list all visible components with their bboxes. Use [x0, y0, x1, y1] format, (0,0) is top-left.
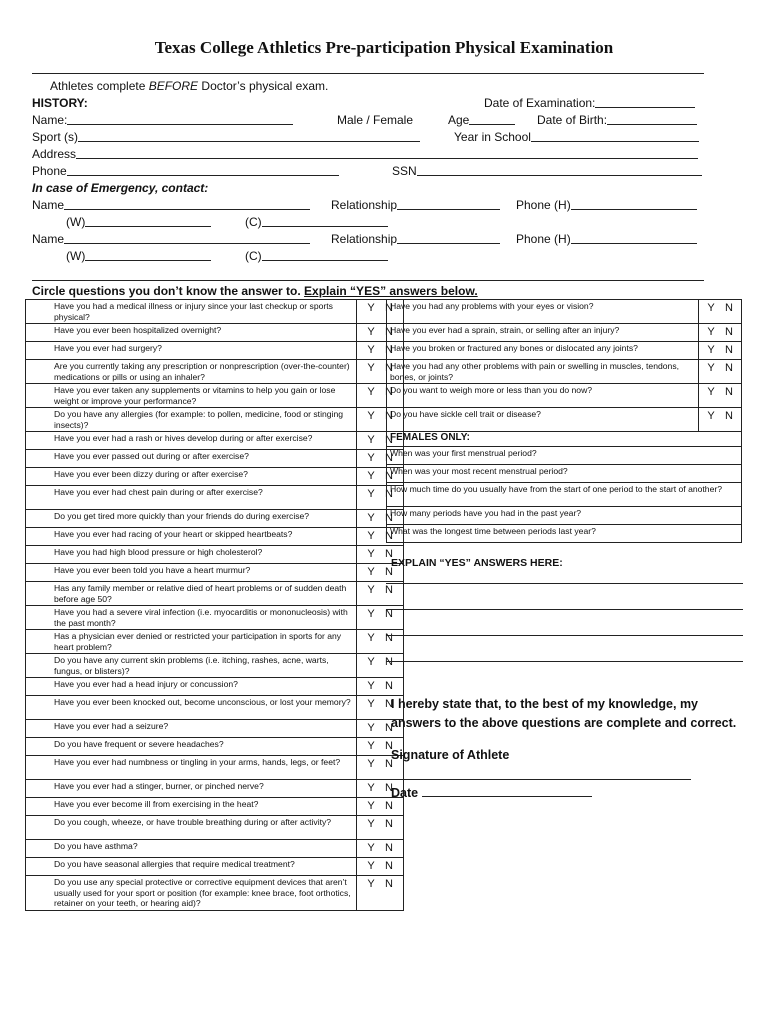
question-text: How much time do you usually have from the start of one period to the start of another?	[387, 483, 742, 507]
no-option[interactable]: N	[385, 326, 393, 338]
emergency-contact-heading: In case of Emergency, contact:	[32, 181, 209, 195]
question-text: Have you ever taken any supplements or vitamins to help you gain or lose weight or improve your performance?	[26, 384, 357, 408]
left-questions-table	[25, 299, 404, 911]
yes-option[interactable]: Y	[367, 878, 375, 890]
contact2-c-field[interactable]	[262, 249, 388, 261]
no-option[interactable]: N	[385, 632, 393, 644]
question-row	[26, 342, 404, 360]
question-row	[26, 858, 404, 876]
question-row	[26, 324, 404, 342]
yes-option[interactable]: Y	[367, 302, 375, 314]
contact1-relationship-label: Relationship	[331, 198, 398, 212]
question-row	[26, 468, 404, 486]
yes-option[interactable]: Y	[367, 740, 375, 752]
question-text: Have you had any problems with your eyes or vision?	[387, 300, 699, 324]
no-option[interactable]: N	[385, 386, 393, 398]
ssn-field[interactable]	[417, 164, 702, 176]
year-in-school-label: Year in School	[454, 130, 531, 144]
contact2-name-label: Name	[32, 232, 65, 246]
question-row	[26, 780, 404, 798]
question-row	[26, 408, 404, 432]
contact1-phone-h-field[interactable]	[571, 198, 697, 210]
question-text: Have you had any other problems with pain or swelling in muscles, tendons, bones, or joints?	[387, 360, 699, 384]
no-option[interactable]: N	[725, 326, 733, 338]
date-of-birth-label: Date of Birth:	[537, 113, 608, 127]
yes-option[interactable]: Y	[367, 410, 375, 422]
right-questions-table	[386, 299, 742, 543]
no-option[interactable]: N	[385, 680, 393, 692]
ssn-label: SSN	[392, 164, 417, 178]
no-option[interactable]: N	[385, 344, 393, 356]
question-text: Do you have seasonal allergies that require medical treatment?	[26, 858, 357, 876]
yes-option[interactable]: Y	[367, 758, 375, 770]
contact2-w-field[interactable]	[85, 249, 211, 261]
question-row	[387, 384, 742, 408]
date-of-examination-field[interactable]	[595, 96, 695, 108]
question-row	[387, 360, 742, 384]
question-text: Do you cough, wheeze, or have trouble breathing during or after activity?	[26, 816, 357, 840]
question-text: Has any family member or relative died of heart problems or of sudden death before age 50?	[26, 582, 357, 606]
question-row	[26, 546, 404, 564]
female-question-row	[387, 465, 742, 483]
no-option[interactable]: N	[725, 302, 733, 314]
contact1-name-field[interactable]	[64, 198, 310, 210]
no-option[interactable]: N	[385, 818, 393, 830]
question-text: Have you ever been knocked out, become unconscious, or lost your memory?	[26, 696, 357, 720]
no-option[interactable]: N	[385, 488, 393, 500]
phone-label: Phone	[32, 164, 67, 178]
question-text: Have you ever had a head injury or concussion?	[26, 678, 357, 696]
yes-option[interactable]: Y	[707, 302, 715, 314]
question-text: When was your first menstrual period?	[387, 447, 742, 465]
yes-no-cell	[699, 300, 742, 324]
no-option[interactable]: N	[385, 584, 393, 596]
date-of-examination-label: Date of Examination:	[484, 96, 596, 110]
no-option[interactable]: N	[385, 410, 393, 422]
contact2-phone-h-label: Phone (H)	[516, 232, 571, 246]
no-option[interactable]: N	[385, 842, 393, 854]
question-row	[26, 816, 404, 840]
yes-no-cell	[699, 324, 742, 342]
question-row	[26, 630, 404, 654]
no-option[interactable]: N	[385, 512, 393, 524]
yes-option[interactable]: Y	[367, 362, 375, 374]
address-field[interactable]	[76, 147, 698, 159]
question-row	[26, 450, 404, 468]
female-question-row	[387, 507, 742, 525]
question-text: Are you currently taking any prescription or nonprescription (over-the-counter) medications or pills or using an inhaler?	[26, 360, 357, 384]
question-row	[26, 876, 404, 911]
question-row	[26, 384, 404, 408]
question-text: Do you use any special protective or corrective equipment devices that aren’t usually used for your sport or position (for example: knee brace, foot orthotics, retainer on your teeth, or hearing aid)?	[26, 876, 357, 911]
question-text: Have you ever had a stinger, burner, or pinched nerve?	[26, 780, 357, 798]
sex-option[interactable]: Male / Female	[337, 113, 414, 127]
page-title: Texas College Athletics Pre-participation Physical Examination	[154, 38, 614, 57]
no-option[interactable]: N	[385, 530, 393, 542]
no-option[interactable]: N	[385, 800, 393, 812]
no-option[interactable]: N	[385, 698, 393, 710]
explain-heading: EXPLAIN “YES” ANSWERS HERE:	[391, 557, 563, 569]
yes-option[interactable]: Y	[367, 608, 375, 620]
yes-option[interactable]: Y	[367, 452, 375, 464]
question-text: How many periods have you had in the past year?	[387, 507, 742, 525]
question-text: Have you ever had racing of your heart or skipped heartbeats?	[26, 528, 357, 546]
question-text: Have you ever had a rash or hives develop during or after exercise?	[26, 432, 357, 450]
question-row	[26, 678, 404, 696]
yes-option[interactable]: Y	[367, 386, 375, 398]
signature-field[interactable]	[391, 779, 691, 780]
no-option[interactable]: N	[385, 302, 393, 314]
contact1-w-label: (W)	[66, 215, 86, 229]
contact2-name-field[interactable]	[64, 232, 310, 244]
no-option[interactable]: N	[725, 344, 733, 356]
divider	[32, 73, 704, 74]
question-row	[26, 432, 404, 450]
year-in-school-field[interactable]	[531, 130, 699, 142]
no-option[interactable]: N	[385, 362, 393, 374]
yes-no-cell	[357, 876, 404, 911]
question-text: Do you have any allergies (for example: to pollen, medicine, food or stinging insects)?	[26, 408, 357, 432]
contact1-phone-h-label: Phone (H)	[516, 198, 571, 212]
contact2-w-label: (W)	[66, 249, 86, 263]
question-text: Has a physician ever denied or restricted your participation in sports for any heart problem?	[26, 630, 357, 654]
question-text: Have you ever been told you have a heart murmur?	[26, 564, 357, 582]
no-option[interactable]: N	[385, 860, 393, 872]
yes-option[interactable]: Y	[367, 434, 375, 446]
history-label: HISTORY:	[32, 96, 88, 110]
yes-no-cell	[699, 408, 742, 432]
females-only-row	[387, 432, 742, 447]
question-row	[26, 840, 404, 858]
explain-answers-section	[386, 555, 743, 662]
phone-field[interactable]	[67, 164, 339, 176]
yes-no-cell	[699, 360, 742, 384]
yes-option[interactable]: Y	[367, 782, 375, 794]
no-option[interactable]: N	[725, 362, 733, 374]
yes-option[interactable]: Y	[367, 722, 375, 734]
question-text: Have you ever become ill from exercising in the heat?	[26, 798, 357, 816]
no-option[interactable]: N	[385, 608, 393, 620]
yes-option[interactable]: Y	[367, 800, 375, 812]
contact1-c-field[interactable]	[262, 215, 388, 227]
question-text: Do you have asthma?	[26, 840, 357, 858]
address-label: Address	[32, 147, 77, 161]
yes-option[interactable]: Y	[367, 470, 375, 482]
question-text: Have you ever had a sprain, strain, or selling after an injury?	[387, 324, 699, 342]
question-text: Have you broken or fractured any bones or dislocated any joints?	[387, 342, 699, 360]
circle-instructions: Circle questions you don’t know the answer to. Explain “YES” answers below.	[32, 284, 478, 298]
question-text: Do you want to weigh more or less than you do now?	[387, 384, 699, 408]
question-text: What was the longest time between periods last year?	[387, 525, 742, 543]
date-of-birth-field[interactable]	[607, 113, 697, 125]
question-text: Have you had a severe viral infection (i.e. myocarditis or mononucleosis) with the past month?	[26, 606, 357, 630]
female-question-row	[387, 447, 742, 465]
no-option[interactable]: N	[385, 722, 393, 734]
no-option[interactable]: N	[385, 452, 393, 464]
no-option[interactable]: N	[385, 656, 393, 668]
contact1-c-label: (C)	[245, 215, 262, 229]
question-row	[26, 696, 404, 720]
explain-line[interactable]	[386, 569, 743, 584]
question-row	[26, 654, 404, 678]
yes-option[interactable]: Y	[367, 530, 375, 542]
yes-option[interactable]: Y	[367, 566, 375, 578]
attestation-statement: I hereby state that, to the best of my knowledge, my answers to the above questions are complete and correct.	[391, 697, 737, 730]
contact2-c-label: (C)	[245, 249, 262, 263]
question-text: Do you get tired more quickly than your friends do during exercise?	[26, 510, 357, 528]
question-text: When was your most recent menstrual period?	[387, 465, 742, 483]
question-text: Have you had a medical illness or injury since your last checkup or sports physical?	[26, 300, 357, 324]
question-row	[26, 582, 404, 606]
question-row	[387, 342, 742, 360]
yes-option[interactable]: Y	[367, 860, 375, 872]
yes-no-cell	[357, 678, 404, 696]
no-option[interactable]: N	[385, 782, 393, 794]
sport-field[interactable]	[78, 130, 420, 142]
name-label: Name:	[32, 113, 68, 127]
yes-option[interactable]: Y	[367, 584, 375, 596]
question-text: Do you have any current skin problems (i.e. itching, rashes, acne, warts, fungus, or blisters)?	[26, 654, 357, 678]
question-text: Have you ever been hospitalized overnight?	[26, 324, 357, 342]
signature-date	[391, 785, 592, 800]
explain-line[interactable]	[386, 610, 743, 636]
yes-option[interactable]: Y	[367, 512, 375, 524]
yes-no-cell	[357, 798, 404, 816]
question-text: Have you ever passed out during or after exercise?	[26, 450, 357, 468]
yes-option[interactable]: Y	[367, 488, 375, 500]
yes-option[interactable]: Y	[707, 326, 715, 338]
yes-option[interactable]: Y	[707, 362, 715, 374]
yes-option[interactable]: Y	[367, 548, 375, 560]
sport-label: Sport (s)	[32, 130, 79, 144]
yes-no-cell	[357, 858, 404, 876]
contact2-phone-h-field[interactable]	[571, 232, 697, 244]
question-row	[387, 300, 742, 324]
contact1-relationship-field[interactable]	[397, 198, 500, 210]
yes-option[interactable]: Y	[367, 698, 375, 710]
yes-option[interactable]: Y	[367, 818, 375, 830]
yes-option[interactable]: Y	[367, 842, 375, 854]
question-row	[26, 738, 404, 756]
question-text: Have you ever been dizzy during or after exercise?	[26, 468, 357, 486]
yes-option[interactable]: Y	[367, 344, 375, 356]
contact1-w-field[interactable]	[85, 215, 211, 227]
question-row	[26, 300, 404, 324]
question-row	[26, 720, 404, 738]
question-row	[26, 564, 404, 582]
yes-option[interactable]: Y	[707, 386, 715, 398]
no-option[interactable]: N	[725, 410, 733, 422]
question-text: Have you ever had surgery?	[26, 342, 357, 360]
question-row	[26, 606, 404, 630]
contact2-relationship-label: Relationship	[331, 232, 398, 246]
yes-option[interactable]: Y	[367, 326, 375, 338]
no-option[interactable]: N	[385, 758, 393, 770]
yes-no-cell	[357, 816, 404, 840]
contact1-name-label: Name	[32, 198, 65, 212]
name-field[interactable]	[67, 113, 293, 125]
females-only-heading: FEMALES ONLY:	[387, 432, 742, 447]
question-row	[26, 510, 404, 528]
yes-no-cell	[357, 840, 404, 858]
question-text: Do you have sickle cell trait or disease?	[387, 408, 699, 432]
question-text: Have you ever had chest pain during or after exercise?	[26, 486, 357, 510]
question-text: Have you ever had a seizure?	[26, 720, 357, 738]
question-text: Have you ever had numbness or tingling in your arms, hands, legs, or feet?	[26, 756, 357, 780]
question-row	[26, 798, 404, 816]
female-question-row	[387, 483, 742, 507]
no-option[interactable]: N	[385, 740, 393, 752]
age-label: Age	[448, 113, 470, 127]
question-row	[26, 756, 404, 780]
yes-no-cell	[699, 384, 742, 408]
no-option[interactable]: N	[385, 434, 393, 446]
age-field[interactable]	[469, 113, 515, 125]
question-row	[26, 528, 404, 546]
question-text: Do you have frequent or severe headaches?	[26, 738, 357, 756]
yes-no-cell	[699, 342, 742, 360]
female-question-row	[387, 525, 742, 543]
athlete-info-section	[32, 79, 712, 266]
signature-label: Signature of Athlete	[391, 748, 510, 762]
question-row	[387, 408, 742, 432]
no-option[interactable]: N	[385, 548, 393, 560]
yes-option[interactable]: Y	[707, 344, 715, 356]
question-row	[387, 324, 742, 342]
explain-line[interactable]	[386, 584, 743, 610]
yes-option[interactable]: Y	[707, 410, 715, 422]
no-option[interactable]: N	[385, 470, 393, 482]
question-text: Have you had high blood pressure or high cholesterol?	[26, 546, 357, 564]
signature-date-field[interactable]	[422, 785, 592, 797]
yes-option[interactable]: Y	[367, 632, 375, 644]
question-row	[26, 360, 404, 384]
yes-option[interactable]: Y	[367, 656, 375, 668]
explain-line[interactable]	[386, 636, 743, 662]
no-option[interactable]: N	[725, 386, 733, 398]
contact2-relationship-field[interactable]	[397, 232, 500, 244]
question-row	[26, 486, 404, 510]
signature-date-label: Date	[391, 786, 419, 800]
divider	[32, 280, 704, 281]
yes-option[interactable]: Y	[367, 680, 375, 692]
no-option[interactable]: N	[385, 878, 393, 890]
no-option[interactable]: N	[385, 566, 393, 578]
instructions: Athletes complete BEFORE Doctor’s physical exam.	[50, 79, 329, 93]
